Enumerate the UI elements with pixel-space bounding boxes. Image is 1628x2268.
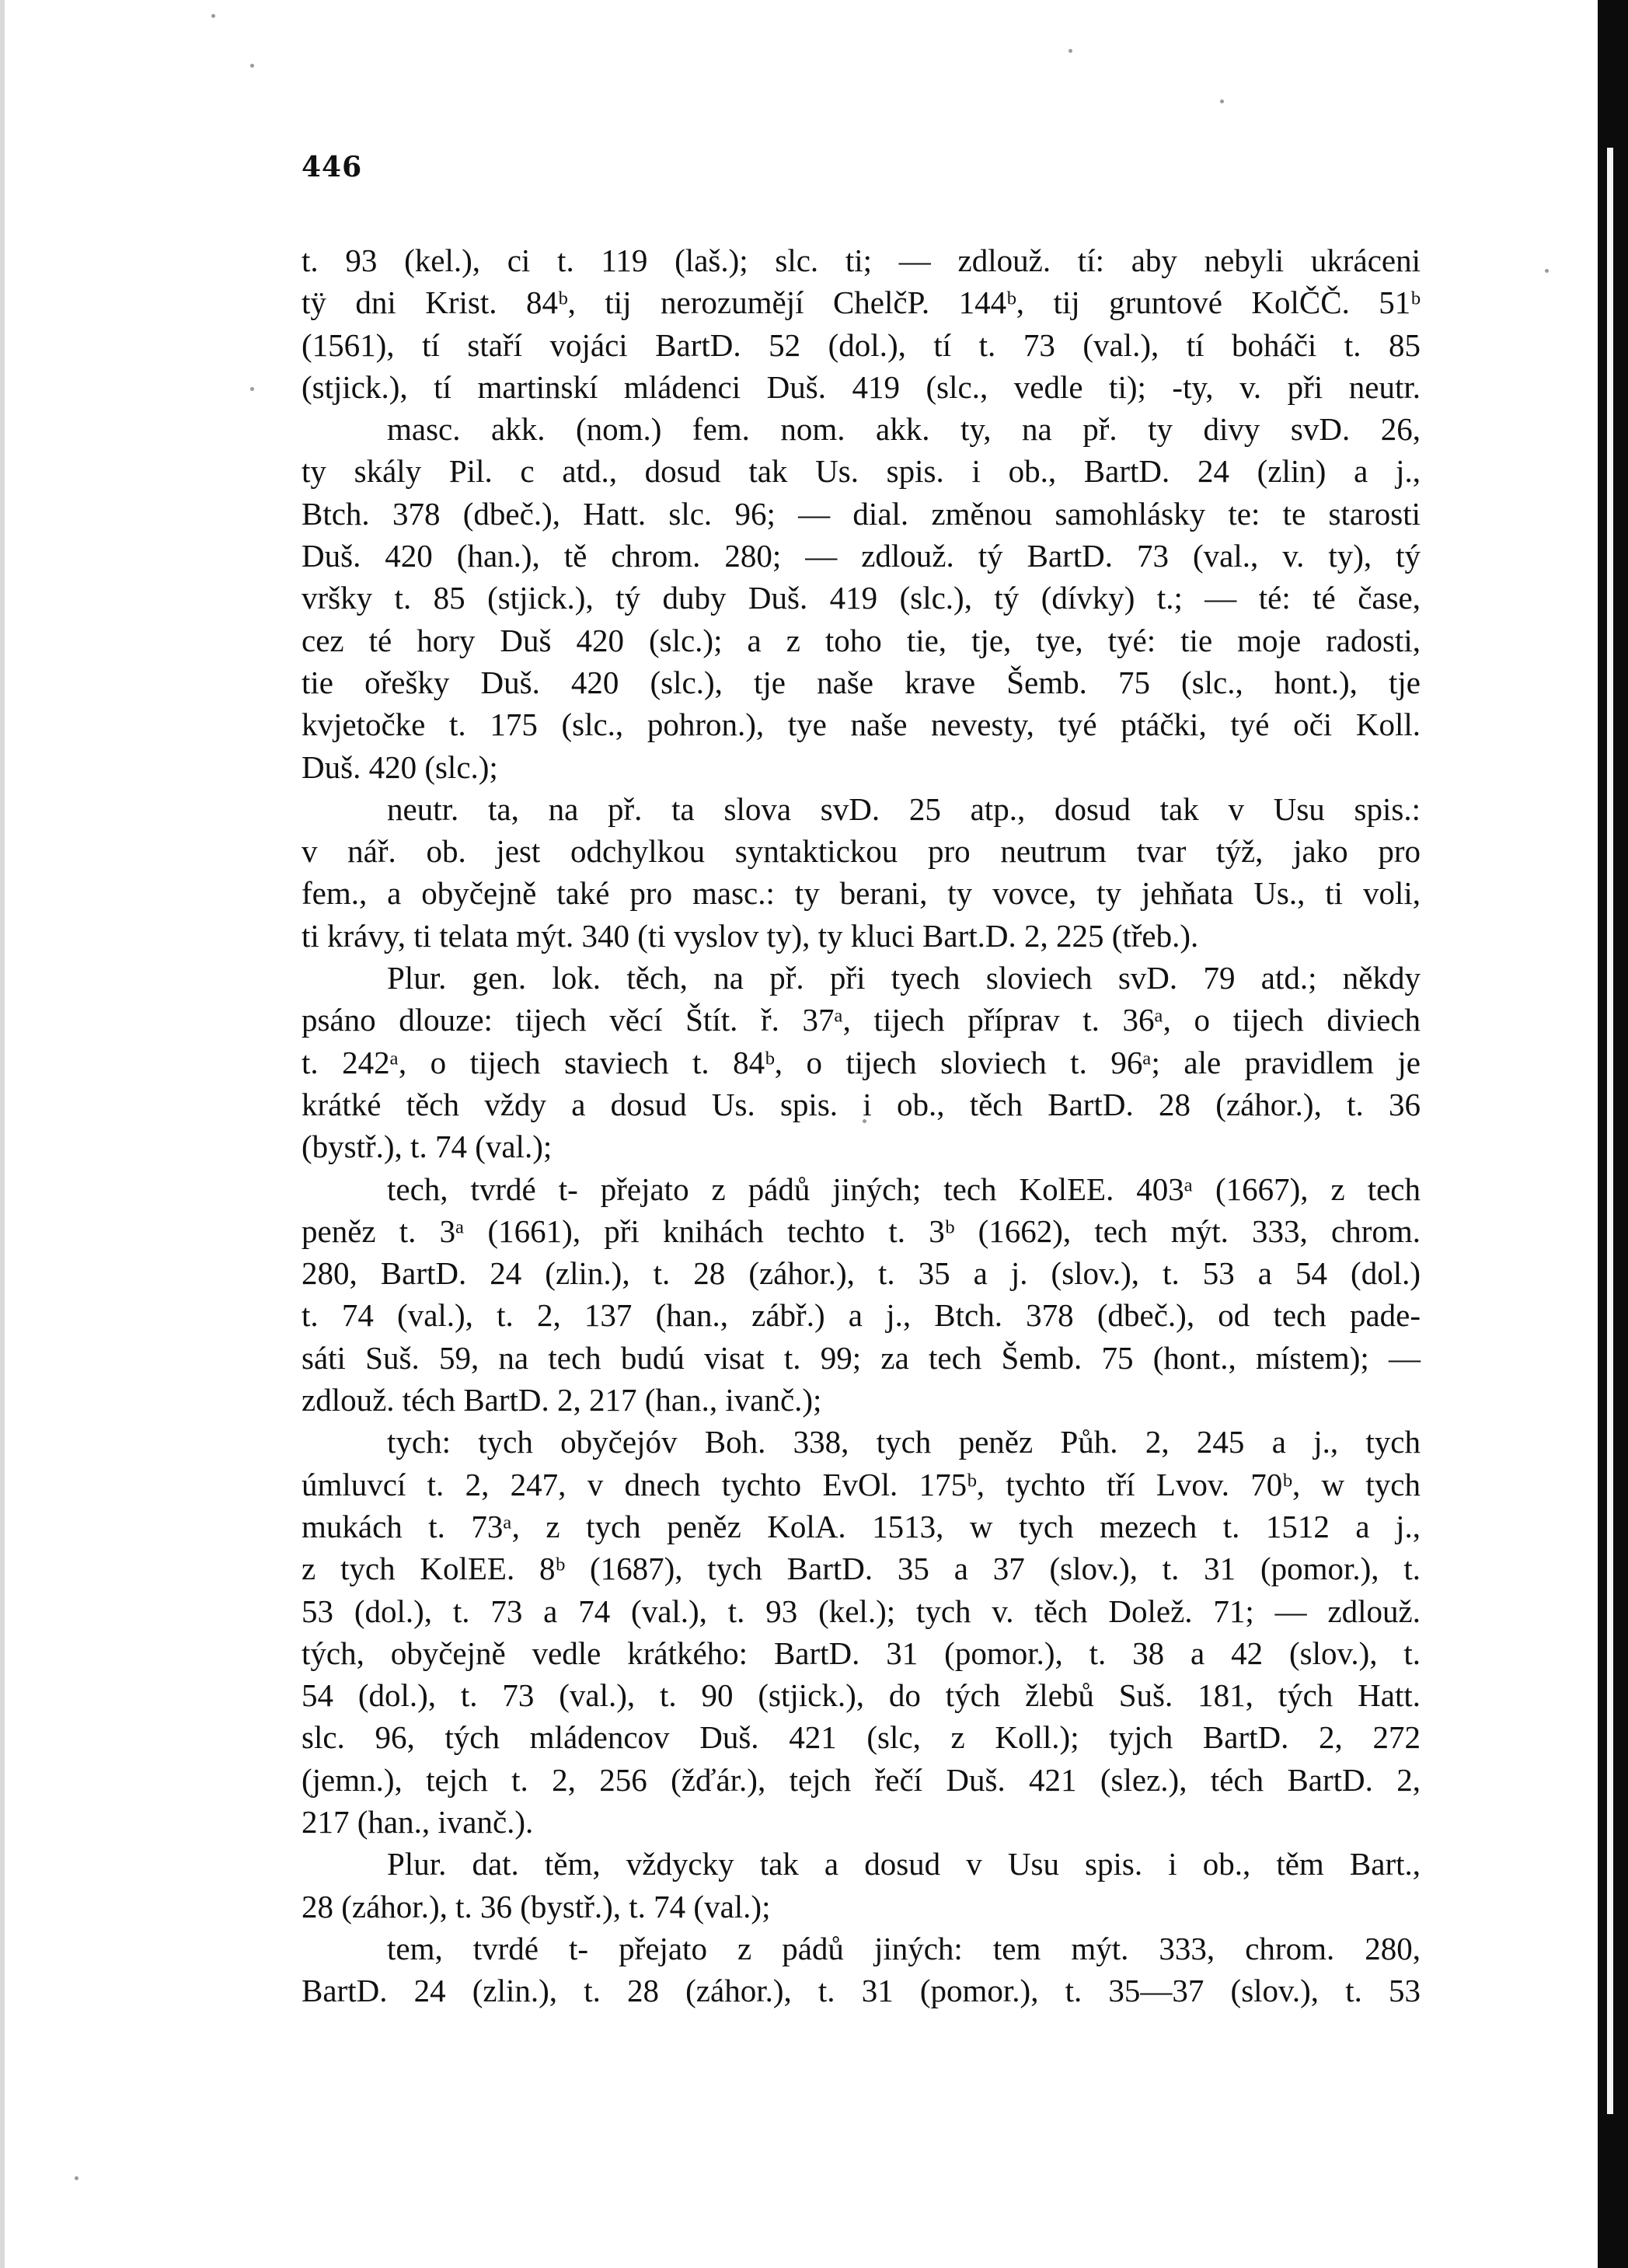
- text-line: úmluvcí t. 2, 247, v dnech tychto EvOl. 175ᵇ, tychto tří Lvov. 70ᵇ, w tych: [302, 1466, 1421, 1502]
- scan-speck: [1068, 49, 1072, 53]
- text-line: tych: tych obyčejóv Boh. 338, tych peněz Půh. 2, 245 a j., tych: [387, 1424, 1421, 1460]
- text-line: t. 74 (val.), t. 2, 137 (han., zábř.) a j., Btch. 378 (dbeč.), od tech pade-: [302, 1297, 1421, 1334]
- text-line: v nář. ob. jest odchylkou syntaktickou pro neutrum tvar týž, jako pro: [302, 833, 1421, 870]
- text-line: psáno dlouze: tijech věcí Štít. ř. 37ᵃ, tijech příprav t. 36ᵃ, o tijech diviech: [302, 1002, 1421, 1038]
- scan-speck: [250, 387, 254, 391]
- text-line: Plur. gen. lok. těch, na př. při tyech sloviech svD. 79 atd.; někdy: [387, 960, 1421, 996]
- text-line: kvjetočke t. 175 (slc., pohron.), tye naše nevesty, tyé ptáčki, tyé oči Koll.: [302, 707, 1421, 743]
- text-line: 53 (dol.), t. 73 a 74 (val.), t. 93 (kel.); tych v. těch Dolež. 71; — zdlouž.: [302, 1593, 1421, 1629]
- text-line: sáti Suš. 59, na tech budú visat t. 99; za tech Šemb. 75 (hont., místem); —: [302, 1339, 1421, 1376]
- text-line: tem, tvrdé t- přejato z pádů jiných: tem mýt. 333, chrom. 280,: [387, 1930, 1421, 1966]
- text-line: mukách t. 73ᵃ, z tych peněz KolA. 1513, w tych mezech t. 1512 a j.,: [302, 1508, 1421, 1544]
- text-line: Btch. 378 (dbeč.), Hatt. slc. 96; — dial. změnou samohlásky te: te starosti: [302, 495, 1421, 532]
- text-line: tých, obyčejně vedle krátkého: BartD. 31 (pomor.), t. 38 a 42 (slov.), t.: [302, 1635, 1421, 1671]
- scan-speck: [75, 2176, 78, 2180]
- text-line: 54 (dol.), t. 73 (val.), t. 90 (stjick.), do tých žlebů Suš. 181, tých Hatt.: [302, 1677, 1421, 1714]
- text-line: masc. akk. (nom.) fem. nom. akk. ty, na př. ty divy svD. 26,: [387, 411, 1421, 448]
- scan-speck: [1220, 99, 1224, 103]
- text-line: cez té hory Duš 420 (slc.); a z toho tie, tje, tye, tyé: tie moje radosti,: [302, 622, 1421, 658]
- text-line: Plur. dat. těm, vždycky tak a dosud v Usu spis. i ob., těm Bart.,: [387, 1846, 1421, 1882]
- text-line: (stjick.), tí martinskí mládenci Duš. 419 (slc., vedle ti); -ty, v. při neutr.: [302, 368, 1421, 405]
- text-line: tie ořešky Duš. 420 (slc.), tje naše krave Šemb. 75 (slc., hont.), tje: [302, 664, 1421, 700]
- text-line: (bystř.), t. 74 (val.);: [302, 1129, 553, 1165]
- text-line: z tych KolEE. 8ᵇ (1687), tych BartD. 35 a 37 (slov.), t. 31 (pomor.), t.: [302, 1551, 1421, 1587]
- text-line: BartD. 24 (zlin.), t. 28 (záhor.), t. 31 (pomor.), t. 35—37 (slov.), t. 53: [302, 1973, 1421, 2009]
- right-scan-edge-gap: [1607, 148, 1613, 2114]
- text-line: zdlouž. téch BartD. 2, 217 (han., ivanč.);: [302, 1382, 822, 1418]
- text-line: neutr. ta, na př. ta slova svD. 25 atp., dosud tak v Usu spis.:: [387, 790, 1421, 827]
- text-line: peněz t. 3ᵃ (1661), při knihách techto t. 3ᵇ (1662), tech mýt. 333, chrom.: [302, 1213, 1421, 1249]
- text-line: tech, tvrdé t- přejato z pádů jiných; tech KolEE. 403ᵃ (1667), z tech: [387, 1171, 1421, 1207]
- text-line: tÿ dni Krist. 84ᵇ, tij nerozumějí ChelčP. 144ᵇ, tij gruntové KolČČ. 51ᵇ: [302, 284, 1421, 321]
- text-line: Duš. 420 (slc.);: [302, 748, 498, 785]
- text-line: (1561), tí staří vojáci BartD. 52 (dol.), tí t. 73 (val.), tí boháči t. 85: [302, 326, 1421, 363]
- left-scan-edge: [0, 0, 5, 2268]
- text-line: slc. 96, tých mládencov Duš. 421 (slc, z Koll.); tyjch BartD. 2, 272: [302, 1719, 1421, 1756]
- book-page: [302, 148, 1421, 2012]
- text-line: t. 93 (kel.), ci t. 119 (laš.); slc. ti; — zdlouž. tí: aby nebyli ukráceni: [302, 243, 1421, 278]
- text-line: krátké těch vždy a dosud Us. spis. i ob., těch BartD. 28 (záhor.), t. 36: [302, 1086, 1421, 1122]
- page-body: [302, 239, 1421, 2012]
- scan-speck: [1545, 269, 1549, 273]
- text-line: ti krávy, ti telata mýt. 340 (ti vyslov ty), ty kluci Bart.D. 2, 225 (třeb.).: [302, 917, 1199, 954]
- text-line: fem., a obyčejně také pro masc.: ty berani, ty vovce, ty jehňata Us., ti voli,: [302, 875, 1421, 912]
- text-line: ty skály Pil. c atd., dosud tak Us. spis. i ob., BartD. 24 (zlin) a j.,: [302, 453, 1421, 490]
- text-line: vršky t. 85 (stjick.), tý duby Duš. 419 (slc.), tý (dívky) t.; — té: té čase,: [302, 580, 1421, 616]
- text-line: 28 (záhor.), t. 36 (bystř.), t. 74 (val.);: [302, 1888, 771, 1924]
- page-number: 446: [302, 151, 363, 183]
- text-line: 280, BartD. 24 (zlin.), t. 28 (záhor.), t. 35 a j. (slov.), t. 53 a 54 (dol.): [302, 1255, 1421, 1292]
- scan-speck: [250, 64, 254, 68]
- text-line: 217 (han., ivanč.).: [302, 1803, 534, 1840]
- scan-speck: [211, 14, 215, 18]
- text-line: (jemn.), tejch t. 2, 256 (žďár.), tejch řečí Duš. 421 (slez.), téch BartD. 2,: [302, 1761, 1421, 1798]
- text-line: t. 242ᵃ, o tijech staviech t. 84ᵇ, o tijech sloviech t. 96ᵃ; ale pravidlem je: [302, 1044, 1421, 1080]
- text-line: Duš. 420 (han.), tě chrom. 280; — zdlouž. tý BartD. 73 (val., v. ty), tý: [302, 538, 1421, 574]
